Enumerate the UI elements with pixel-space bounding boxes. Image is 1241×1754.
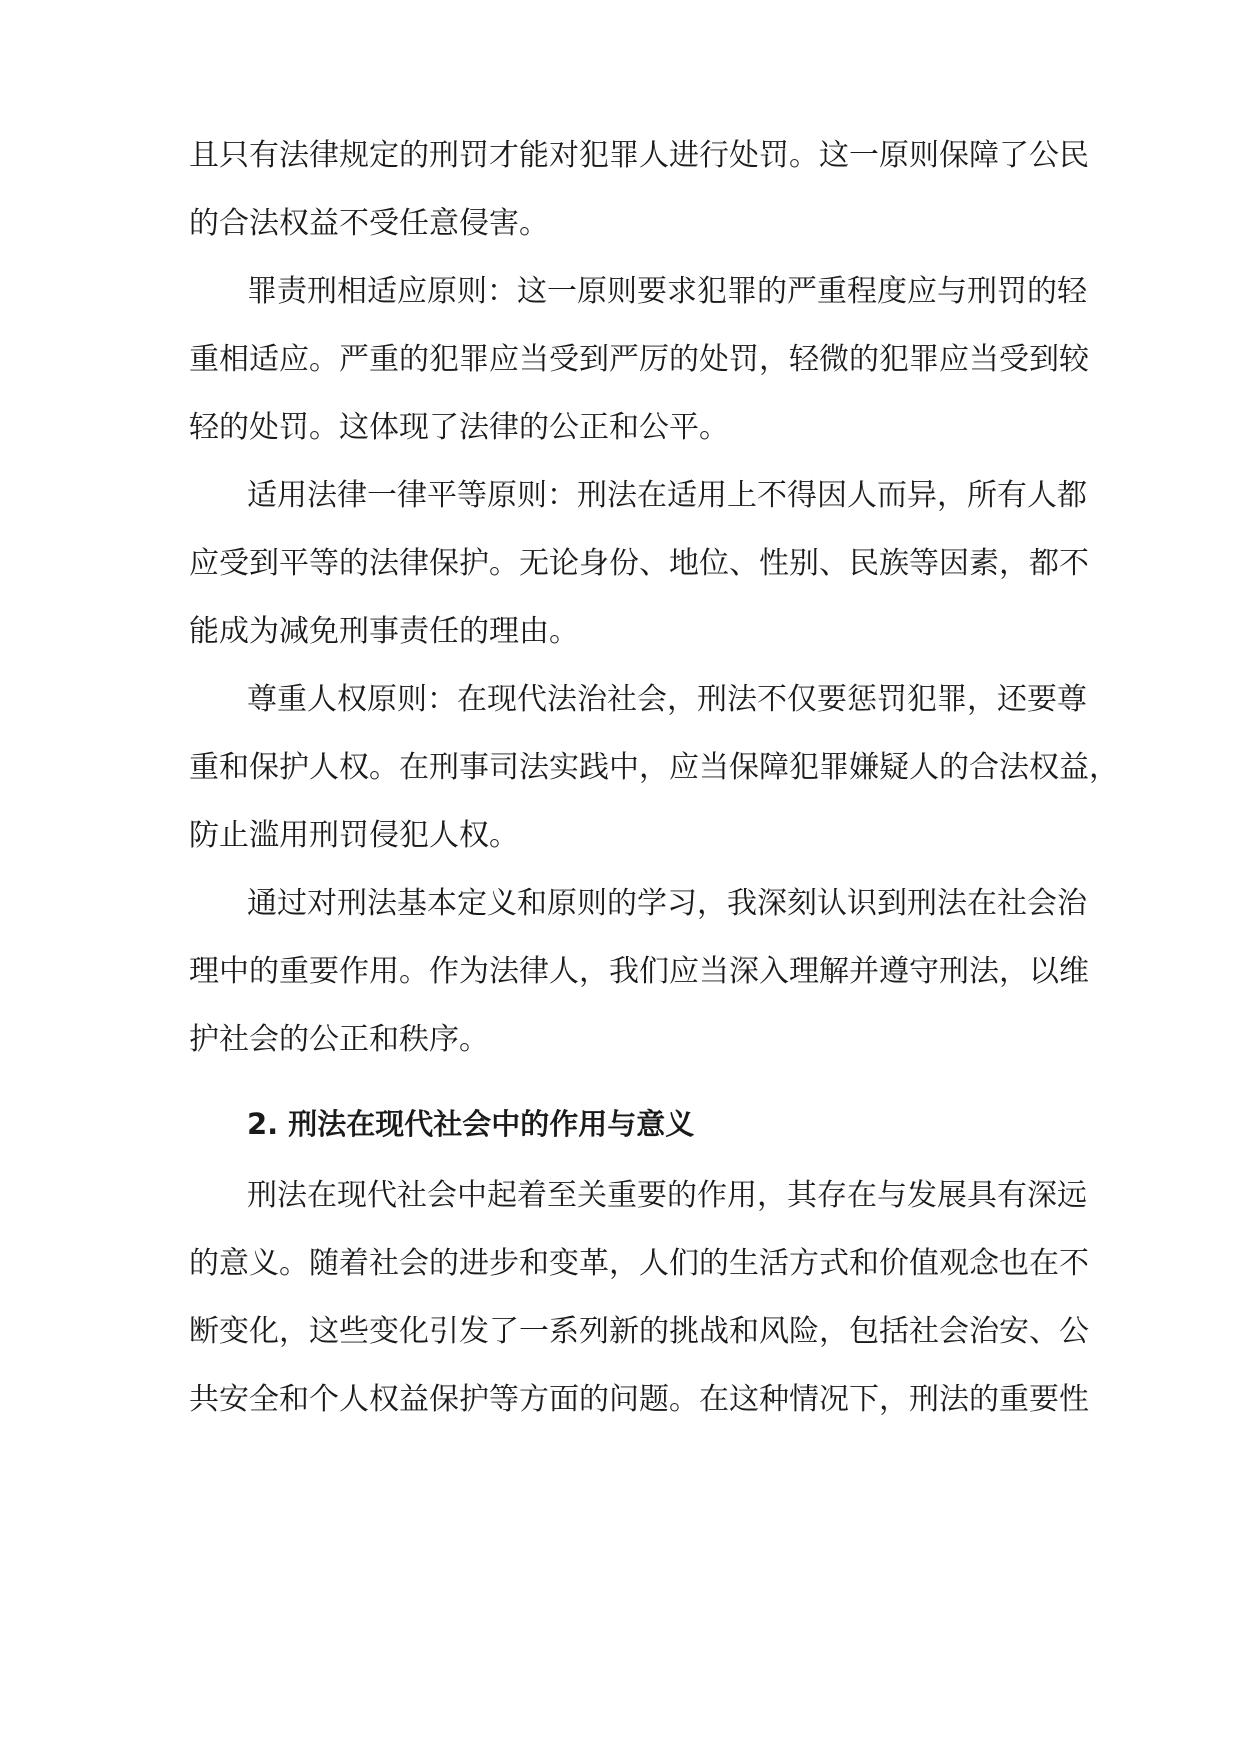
paragraph-line: 能成为减免刑事责任的理由。	[189, 614, 579, 649]
paragraph-line: 通过对刑法基本定义和原则的学习，我深刻认识到刑法在社会治	[247, 886, 1087, 921]
paragraph-line: 且只有法律规定的刑罚才能对犯罪人进行处罚。这一原则保障了公民	[189, 138, 1089, 173]
paragraph-line: 的意义。随着社会的进步和变革，人们的生活方式和价值观念也在不	[189, 1246, 1089, 1281]
paragraph-line: 共安全和个人权益保护等方面的问题。在这种情况下，刑法的重要性	[189, 1382, 1089, 1417]
paragraph-line: 尊重人权原则：在现代法治社会，刑法不仅要惩罚犯罪，还要尊	[247, 682, 1087, 717]
paragraph-line: 防止滥用刑罚侵犯人权。	[189, 818, 519, 853]
paragraph-line: 重相适应。严重的犯罪应当受到严厉的处罚，轻微的犯罪应当受到较	[189, 342, 1089, 377]
paragraph-line: 罪责刑相适应原则：这一原则要求犯罪的严重程度应与刑罚的轻	[247, 274, 1087, 309]
paragraph-line: 断变化，这些变化引发了一系列新的挑战和风险，包括社会治安、公	[189, 1314, 1089, 1349]
section-heading: 2. 刑法在现代社会中的作用与意义	[247, 1107, 695, 1141]
paragraph-line: 适用法律一律平等原则：刑法在适用上不得因人而异，所有人都	[247, 478, 1087, 513]
paragraph-line: 轻的处罚。这体现了法律的公正和公平。	[189, 410, 729, 445]
paragraph-line: 重和保护人权。在刑事司法实践中，应当保障犯罪嫌疑人的合法权益，	[189, 750, 1119, 785]
paragraph-line: 应受到平等的法律保护。无论身份、地位、性别、民族等因素，都不	[189, 546, 1089, 581]
paragraph-line: 的合法权益不受任意侵害。	[189, 206, 549, 241]
paragraph-line: 理中的重要作用。作为法律人，我们应当深入理解并遵守刑法，以维	[189, 954, 1089, 989]
paragraph-line: 护社会的公正和秩序。	[189, 1022, 489, 1057]
paragraph-line: 刑法在现代社会中起着至关重要的作用，其存在与发展具有深远	[247, 1178, 1087, 1213]
